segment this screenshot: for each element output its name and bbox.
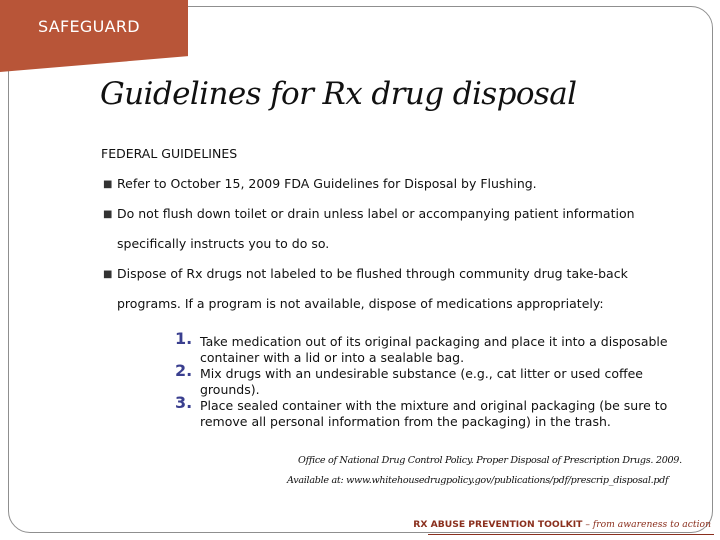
bullet-text-continued: programs. If a program is not available, dispose of medications appropriately:	[117, 296, 604, 311]
footer	[413, 519, 711, 530]
footer-separator: –	[582, 519, 593, 530]
step-number: 1.	[175, 329, 193, 348]
bullet-square-icon: ■	[103, 269, 113, 280]
footer-tagline: from awareness to action	[592, 519, 711, 530]
bullet-text: Dispose of Rx drugs not labeled to be flushed through community drug take-back	[117, 266, 628, 281]
bullet-square-icon: ■	[103, 179, 113, 190]
bullet-text: Do not flush down toilet or drain unless label or accompanying patient information	[117, 206, 635, 221]
footer-brand: RX ABUSE PREVENTION TOOLKIT	[413, 519, 583, 530]
citation-url: Available at: www.whitehousedrugpolicy.gov/publications/pdf/prescrip_disposal.pdf	[287, 475, 669, 486]
bullet-text-continued: specifically instructs you to do so.	[117, 236, 330, 251]
bullet-text: Refer to October 15, 2009 FDA Guidelines for Disposal by Flushing.	[117, 176, 537, 191]
citation-source: Office of National Drug Control Policy. Proper Disposal of Prescription Drugs. 2009.	[298, 455, 682, 466]
page-title: Guidelines for Rx drug disposal	[100, 76, 577, 112]
section-heading: FEDERAL GUIDELINES	[101, 146, 238, 161]
step-number: 2.	[175, 361, 193, 380]
step-text: Place sealed container with the mixture and original packaging (be sure to remove all personal information from the packaging) in the trash.	[200, 398, 668, 429]
step-number: 3.	[175, 393, 193, 412]
bullet-square-icon: ■	[103, 209, 113, 220]
step-text: Mix drugs with an undesirable substance (e.g., cat litter or used coffee grounds).	[200, 366, 643, 397]
step-text: Take medication out of its original packaging and place it into a disposable container with a lid or into a sealable bag.	[200, 334, 668, 365]
footer-rule	[428, 534, 714, 535]
section-badge-label: SAFEGUARD	[38, 17, 140, 36]
